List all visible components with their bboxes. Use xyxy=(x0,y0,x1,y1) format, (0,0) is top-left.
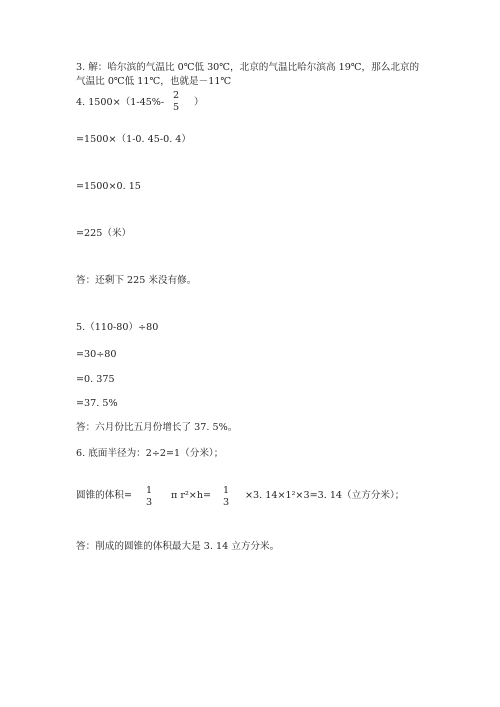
problem-4-prefix: 4. 1500×（1-45%- xyxy=(76,97,165,108)
problem-6-fraction-2 xyxy=(221,485,231,509)
fraction-numerator: 2 xyxy=(172,90,180,101)
fraction-numerator: 1 xyxy=(222,485,230,496)
problem-4-expression xyxy=(76,96,164,110)
problem-4-step-3: =225（米） xyxy=(76,228,132,239)
fraction-denominator: 5 xyxy=(172,102,180,113)
problem-6-formula-suffix: ×3. 14×1²×3=3. 14（立方分米）； xyxy=(245,490,405,501)
problem-5-step-3: =37. 5% xyxy=(76,398,118,409)
problem-4-step-1: =1500×（1-0. 45-0. 4） xyxy=(76,134,191,145)
problem-6-radius: 6. 底面半径为：2÷2=1（分米）； xyxy=(76,448,224,459)
fraction-denominator: 3 xyxy=(145,497,153,508)
problem-4-answer: 答：还剩下 225 米没有修。 xyxy=(76,275,197,286)
problem-6-fraction-1 xyxy=(144,485,154,509)
problem-3-line-1: 3. 解：哈尔滨的气温比 0℃低 30℃，北京的气温比哈尔滨高 19℃，那么北京的 xyxy=(76,62,420,73)
problem-5-expression: 5.（110-80）÷80 xyxy=(76,322,159,333)
fraction-denominator: 3 xyxy=(222,497,230,508)
problem-5-step-1: =30÷80 xyxy=(76,349,117,360)
problem-6-answer: 答：削成的圆锥的体积最大是 3. 14 立方分米。 xyxy=(76,541,280,552)
problem-4-fraction xyxy=(171,90,181,114)
problem-5-answer: 答：六月份比五月份增长了 37. 5%。 xyxy=(76,422,238,433)
problem-6-formula-prefix: 圆锥的体积= xyxy=(76,490,133,501)
problem-5-step-2: =0. 375 xyxy=(76,374,115,385)
problem-3-line-2: 气温比 0℃低 11℃，也就是－11℃ xyxy=(76,76,232,87)
fraction-numerator: 1 xyxy=(145,485,153,496)
problem-4-step-2: =1500×0. 15 xyxy=(76,181,141,192)
problem-6-formula-mid: π r²×h= xyxy=(171,490,212,501)
problem-4-suffix: ） xyxy=(194,97,204,108)
